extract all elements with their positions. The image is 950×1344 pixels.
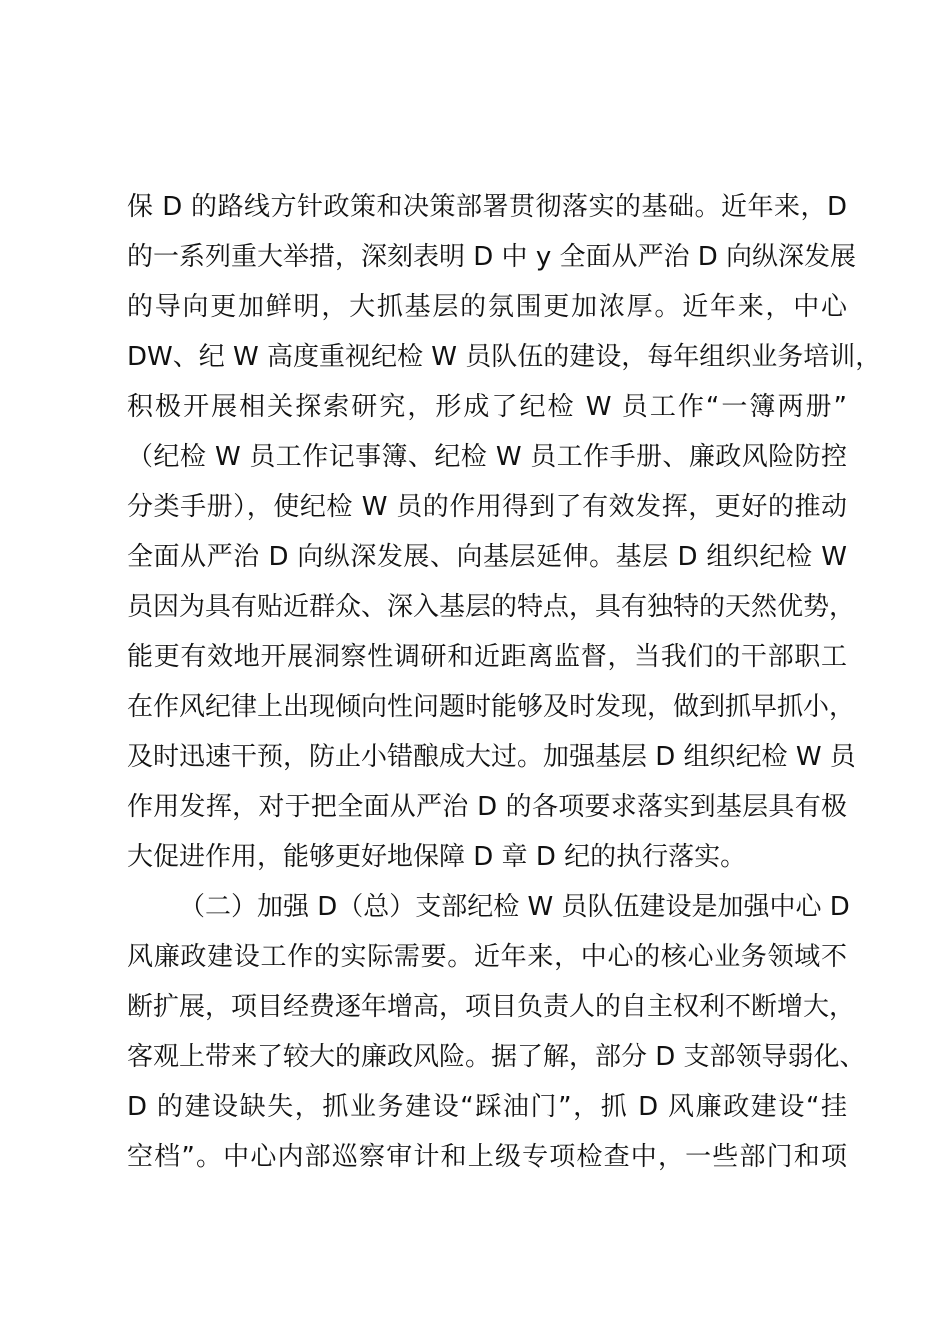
text-line: 保 D 的路线方针政策和决策部署贯彻落实的基础。近年来，D [127, 192, 847, 222]
text-line: 作用发挥，对于把全面从严治 D 的各项要求落实到基层具有极 [127, 792, 847, 822]
section-heading-line: （二）加强 D（总）支部纪检 W 员队伍建设是加强中心 D [179, 892, 850, 922]
text-line: 全面从严治 D 向纵深发展、向基层延伸。基层 D 组织纪检 W [127, 542, 847, 572]
text-line: 风廉政建设工作的实际需要。近年来，中心的核心业务领域不 [127, 942, 847, 972]
text-line: DW、纪 W 高度重视纪检 W 员队伍的建设，每年组织业务培训， [127, 342, 882, 372]
text-line: 的一系列重大举措，深刻表明 D 中 y 全面从严治 D 向纵深发展 [127, 242, 857, 272]
text-line: （纪检 W 员工作记事簿、纪检 W 员工作手册、廉政风险防控 [127, 442, 847, 472]
text-line: 客观上带来了较大的廉政风险。据了解，部分 D 支部领导弱化、 [127, 1042, 866, 1072]
body-text [127, 182, 882, 1182]
text-line: 大促进作用，能够更好地保障 D 章 D 纪的执行落实。 [127, 842, 747, 872]
text-line: 分类手册），使纪检 W 员的作用得到了有效发挥，更好的推动 [127, 492, 847, 522]
text-line: 及时迅速干预，防止小错酿成大过。加强基层 D 组织纪检 W 员 [127, 742, 856, 772]
text-line: 的导向更加鲜明，大抓基层的氛围更加浓厚。近年来，中心 [127, 292, 847, 322]
text-line: 断扩展，项目经费逐年增高，项目负责人的自主权利不断增大， [127, 992, 856, 1022]
text-line: 员因为具有贴近群众、深入基层的特点，具有独特的天然优势， [127, 592, 856, 622]
text-line: 能更有效地开展洞察性调研和近距离监督，当我们的干部职工 [127, 642, 847, 672]
text-line: 积极开展相关探索研究，形成了纪检 W 员工作“一簿两册” [127, 392, 847, 422]
text-line: 空档”。中心内部巡察审计和上级专项检查中，一些部门和项 [127, 1142, 847, 1172]
text-line: D 的建设缺失，抓业务建设“踩油门”，抓 D 风廉政建设“挂 [127, 1092, 847, 1122]
text-line: 在作风纪律上出现倾向性问题时能够及时发现，做到抓早抓小， [127, 692, 856, 722]
